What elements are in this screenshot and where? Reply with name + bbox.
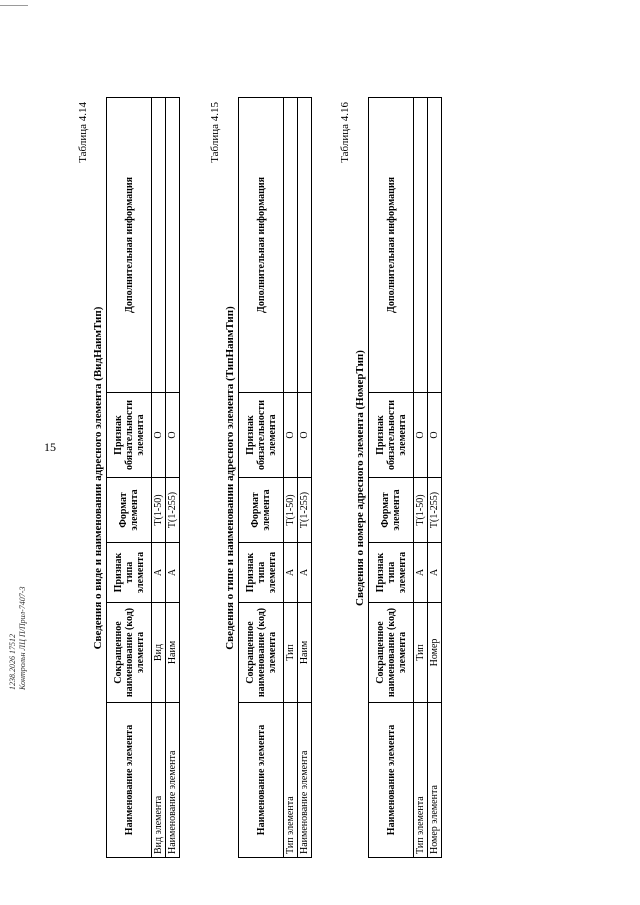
table-caption: Сведения о виде и наименовании адресного элемента (ВидНаимТип) [92,306,104,650]
cell-required: О [414,393,428,478]
header-code: Сокращенное наименование (код) элемента [107,603,152,703]
footer-line-1: 1238.2026 17512 [8,634,17,690]
page-number: 15 [44,440,56,454]
cell-info [166,98,180,393]
cell-info [414,98,428,393]
cell-code: Номер [428,603,442,703]
cell-name: Номер элемента [428,703,442,858]
cell-format: T(1-50) [414,478,428,543]
table-row [152,98,166,858]
table-block-4-14 [76,98,180,858]
header-format: Формат элемента [239,478,284,543]
cell-type: А [414,543,428,603]
cell-name: Тип элемента [284,703,298,858]
table-header-row [107,98,152,858]
table-number: Таблица 4.15 [209,102,221,163]
cell-code: Тип [284,603,298,703]
table-row [284,98,298,858]
header-info: Дополнительная информация [107,98,152,393]
header-code: Сокращенное наименование (код) элемента [369,603,414,703]
cell-name: Вид элемента [152,703,166,858]
cell-format: T(1-255) [298,478,312,543]
top-rule [0,5,28,6]
table-row [414,98,428,858]
cell-required: О [166,393,180,478]
cell-type: А [166,543,180,603]
cell-name: Тип элемента [414,703,428,858]
table-number: Таблица 4.14 [77,102,89,163]
cell-info [284,98,298,393]
table-block-4-16 [338,98,442,858]
table-header-row [239,98,284,858]
cell-required: О [428,393,442,478]
footer-stamp [8,550,28,690]
header-type: Признак типа элемента [369,543,414,603]
footer-line-2: Контрольн ЛЦ П/Прил-7407-3 [18,586,27,690]
cell-info [298,98,312,393]
table-caption: Сведения о номере адресного элемента (НомерТип) [354,350,366,606]
cell-required: О [152,393,166,478]
header-name: Наименование элемента [107,703,152,858]
cell-required: О [284,393,298,478]
cell-type: А [428,543,442,603]
cell-info [428,98,442,393]
address-element-table [238,97,312,858]
header-name: Наименование элемента [369,703,414,858]
table-row [428,98,442,858]
header-format: Формат элемента [107,478,152,543]
table-block-4-15 [208,98,312,858]
header-required: Признак обязательности элемента [369,393,414,478]
cell-format: T(1-255) [166,478,180,543]
header-format: Формат элемента [369,478,414,543]
cell-name: Наименование элемента [166,703,180,858]
cell-name: Наименование элемента [298,703,312,858]
table-row [166,98,180,858]
header-type: Признак типа элемента [239,543,284,603]
table-row [298,98,312,858]
cell-type: А [298,543,312,603]
header-required: Признак обязательности элемента [107,393,152,478]
header-name: Наименование элемента [239,703,284,858]
cell-code: Наим [166,603,180,703]
address-element-table [368,97,442,858]
cell-info [152,98,166,393]
cell-type: А [152,543,166,603]
table-header-row [369,98,414,858]
table-number: Таблица 4.16 [339,102,351,163]
cell-type: А [284,543,298,603]
header-info: Дополнительная информация [239,98,284,393]
cell-format: T(1-50) [284,478,298,543]
cell-format: T(1-50) [152,478,166,543]
cell-code: Тип [414,603,428,703]
table-caption: Сведения о типе и наименовании адресного элемента (ТипНаимТип) [224,306,236,650]
header-info: Дополнительная информация [369,98,414,393]
header-code: Сокращенное наименование (код) элемента [239,603,284,703]
cell-code: Наим [298,603,312,703]
header-type: Признак типа элемента [107,543,152,603]
header-required: Признак обязательности элемента [239,393,284,478]
cell-required: О [298,393,312,478]
address-element-table [106,97,180,858]
cell-code: Вид [152,603,166,703]
cell-format: T(1-255) [428,478,442,543]
